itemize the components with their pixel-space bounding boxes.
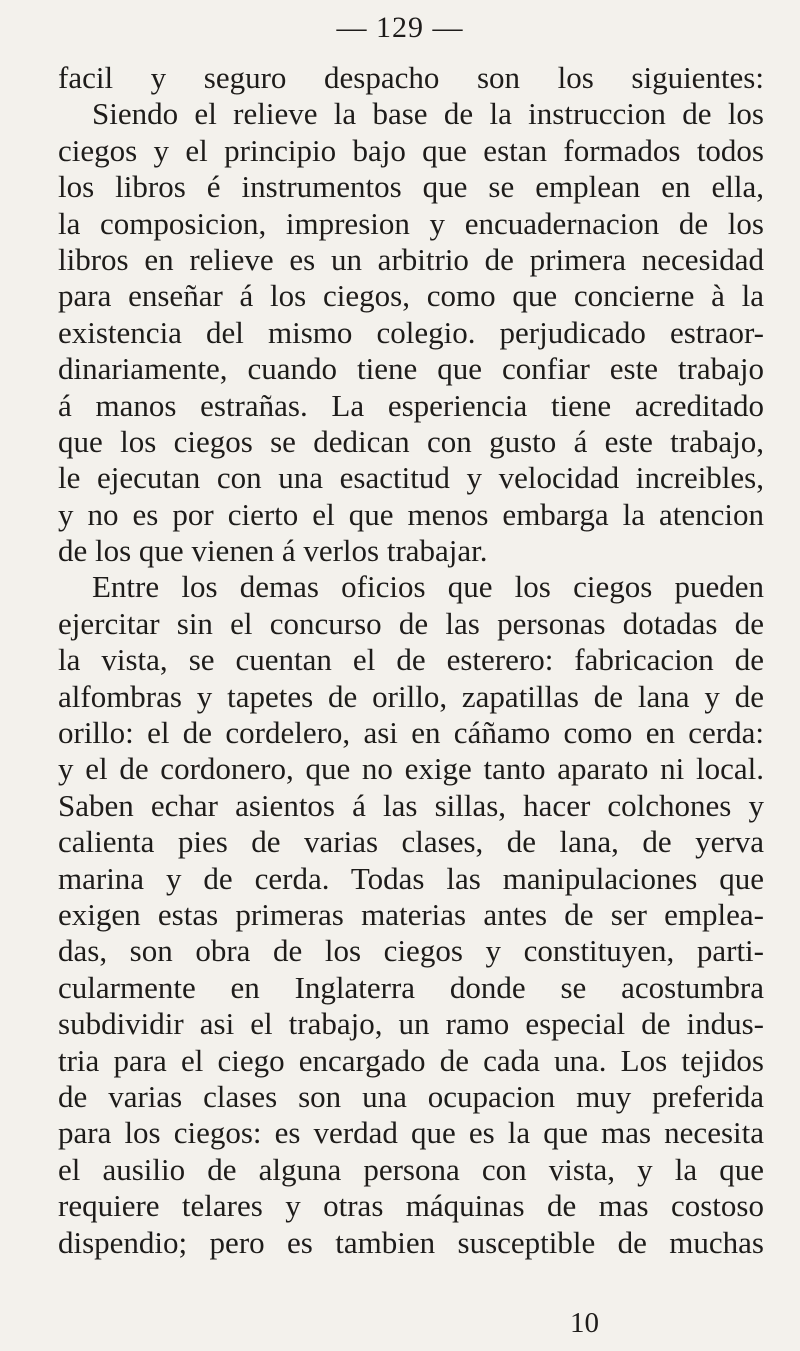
text-line: ciegos y el principio bajo que estan formados todos — [58, 132, 764, 168]
text-line: cularmente en Inglaterra donde se acostumbra — [58, 969, 764, 1005]
text-line: ejercitar sin el concurso de las personas dotadas de — [58, 605, 764, 641]
body-text — [58, 60, 764, 1261]
text-line: facil y seguro despacho son los siguientes: — [58, 60, 764, 95]
text-line: alfombras y tapetes de orillo, zapatillas de lana y de — [58, 678, 764, 714]
text-line: de varias clases son una ocupacion muy preferida — [58, 1078, 764, 1114]
text-line: la composicion, impresion y encuadernacion de los — [58, 205, 764, 241]
text-line: calienta pies de varias clases, de lana, de yerva — [58, 824, 764, 860]
text-line: y no es por cierto el que menos embarga la atencion — [58, 496, 764, 532]
text-line: el ausilio de alguna persona con vista, y la que — [58, 1151, 764, 1187]
text-line: Siendo el relieve la base de la instruccion de los — [92, 96, 764, 132]
text-line: subdividir asi el trabajo, un ramo especial de indus- — [58, 1006, 764, 1042]
text-line: tria para el ciego encargado de cada una. Los tejidos — [58, 1042, 764, 1078]
text-line: das, son obra de los ciegos y constituyen, parti- — [58, 933, 764, 969]
text-line: Saben echar asientos á las sillas, hacer colchones y — [58, 787, 764, 823]
text-line: dinariamente, cuando tiene que confiar este trabajo — [58, 351, 764, 387]
text-line: á manos estrañas. La esperiencia tiene acreditado — [58, 387, 764, 423]
text-line: libros en relieve es un arbitrio de primera necesidad — [58, 241, 764, 277]
text-line: orillo: el de cordelero, asi en cáñamo como en cerda: — [58, 715, 764, 751]
text-line: la vista, se cuentan el de esterero: fabricacion de — [58, 642, 764, 678]
text-line: le ejecutan con una esactitud y velocidad increibles, — [58, 460, 764, 496]
text-line: de los que vienen á verlos trabajar. — [58, 533, 488, 569]
text-line: dispendio; pero es tambien susceptible de muchas — [58, 1224, 764, 1260]
text-line: requiere telares y otras máquinas de mas costoso — [58, 1188, 764, 1224]
signature-mark: 10 — [570, 1307, 599, 1339]
page-number: — 129 — — [336, 11, 464, 44]
text-line: Entre los demas oficios que los ciegos pueden — [92, 569, 764, 605]
text-line: marina y de cerda. Todas las manipulaciones que — [58, 860, 764, 896]
text-line: para los ciegos: es verdad que es la que mas necesita — [58, 1115, 764, 1151]
text-line: y el de cordonero, que no exige tanto aparato ni local. — [58, 751, 764, 787]
text-line: para enseñar á los ciegos, como que concierne à la — [58, 278, 764, 314]
text-line: existencia del mismo colegio. perjudicado estraor- — [58, 314, 764, 350]
text-line: que los ciegos se dedican con gusto á este trabajo, — [58, 423, 764, 459]
text-line: los libros é instrumentos que se emplean en ella, — [58, 169, 764, 205]
text-line: exigen estas primeras materias antes de ser emplea- — [58, 896, 764, 932]
